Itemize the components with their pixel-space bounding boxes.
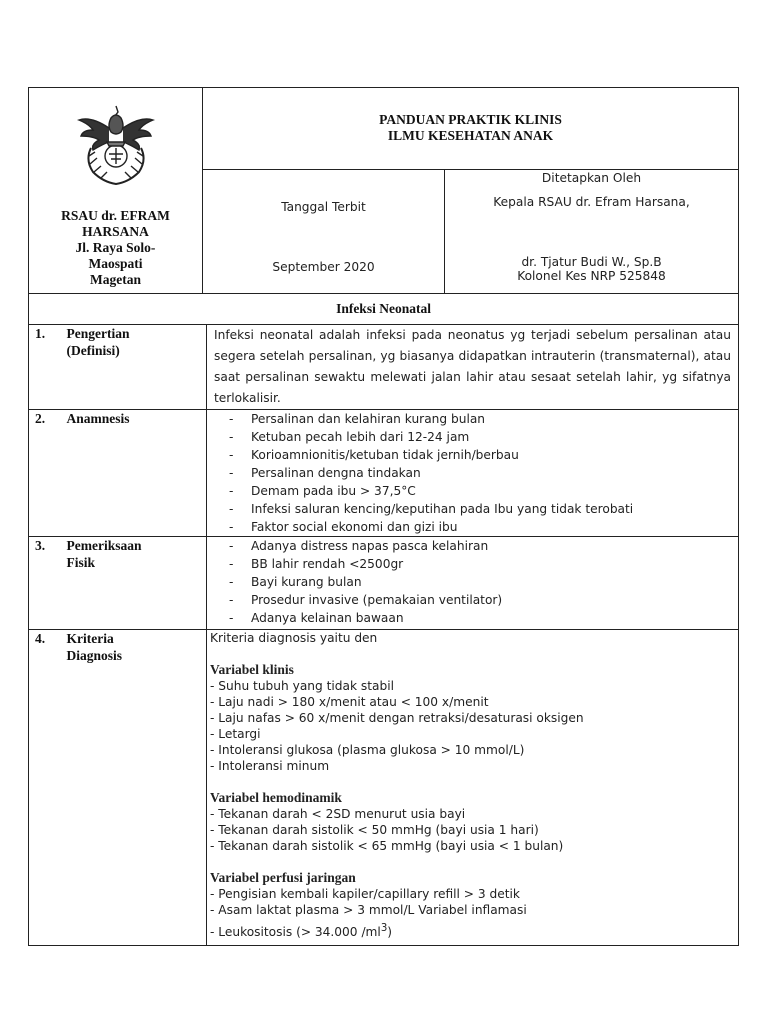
- document: [28, 87, 738, 946]
- criteria-intro: Kriteria diagnosis yaitu den: [210, 631, 378, 645]
- list-item: - Pengisian kembali kapiler/capillary refill > 3 detik: [210, 887, 520, 901]
- institution-address-line: Jl. Raya Solo-: [75, 240, 156, 255]
- label-line: Kriteria: [66, 631, 114, 646]
- approved-by-label: Ditetapkan Oleh: [541, 171, 642, 185]
- row-label: [67, 537, 207, 630]
- hemodynamic-variables-title: Variabel hemodinamik: [210, 790, 342, 805]
- anamnesis-list-cell: [207, 410, 739, 537]
- row-label: [67, 410, 207, 537]
- list-item: - Intoleransi glukosa (plasma glukosa > 10 mmol/L): [210, 743, 525, 757]
- superscript-exponent: 3: [380, 923, 388, 934]
- list-item: - Korioamnionitis/ketuban tidak jernih/berbau: [229, 446, 738, 464]
- list-item: - Bayi kurang bulan: [229, 573, 738, 591]
- issue-date-label: Tanggal Terbit: [281, 200, 366, 214]
- institution-name-line: HARSANA: [82, 224, 149, 239]
- list-item: - Tekanan darah < 2SD menurut usia bayi: [210, 807, 466, 821]
- document-title: PANDUAN PRAKTIK KLINIS: [379, 112, 562, 127]
- list-item: - Infeksi saluran kencing/keputihan pada Ibu yang tidak terobati: [229, 500, 738, 518]
- list-item: - Ketuban pecah lebih dari 12-24 jam: [229, 428, 738, 446]
- list-item: - Tekanan darah sistolik < 50 mmHg (bayi usia 1 hari): [210, 823, 539, 837]
- label-line: Diagnosis: [66, 648, 123, 663]
- row-number: 4.: [29, 630, 67, 946]
- list-item: - BB lahir rendah <2500gr: [229, 555, 738, 573]
- institution-name-line: RSAU dr. EFRAM: [61, 208, 170, 223]
- label-line: Fisik: [66, 555, 96, 570]
- institution-address-line: Magetan: [90, 272, 141, 287]
- row-number: 3.: [29, 537, 67, 630]
- issue-date-cell: [203, 170, 445, 294]
- list-item: - Demam pada ibu > 37,5°C: [229, 482, 738, 500]
- list-item: - Adanya distress napas pasca kelahiran: [229, 537, 738, 555]
- list-item: [210, 918, 738, 943]
- issue-date-value: September 2020: [272, 260, 375, 274]
- institution-address-line: Maospati: [88, 256, 143, 271]
- air-force-emblem-logo: [71, 98, 161, 190]
- physical-exam-list: [207, 537, 738, 627]
- section-title: Infeksi Neonatal: [29, 294, 739, 325]
- leukocytosis-text: - Leukositosis (> 34.000 /ml: [210, 925, 381, 940]
- document-title-cell: [203, 88, 739, 170]
- list-item: - Tekanan darah sistolik < 65 mmHg (bayi usia < 1 bulan): [210, 839, 564, 853]
- physical-exam-list-cell: [207, 537, 739, 630]
- list-item: - Laju nafas > 60 x/menit dengan retraksi/desaturasi oksigen: [210, 711, 584, 725]
- list-item: - Asam laktat plasma > 3 mmol/L Variabel inflamasi: [210, 903, 527, 917]
- list-item: - Persalinan dengna tindakan: [229, 464, 738, 482]
- list-item: - Persalinan dan kelahiran kurang bulan: [229, 410, 738, 428]
- anamnesis-list: [207, 410, 738, 536]
- approver-role: Kepala RSAU dr. Efram Harsana,: [493, 195, 690, 209]
- row-number: 2.: [29, 410, 67, 537]
- form-table: [28, 87, 739, 325]
- row-number: 1.: [29, 325, 67, 410]
- list-item: - Letargi: [210, 727, 261, 741]
- list-item: - Faktor social ekonomi dan gizi ibu: [229, 518, 738, 536]
- hemodynamic-variables-list: [210, 806, 738, 854]
- label-line: Pengertian: [66, 326, 130, 341]
- content-table: [28, 324, 739, 946]
- definition-text: Infeksi neonatal adalah infeksi pada neonatus yg terjadi sebelum persalinan atau segera setelah persalinan, yg biasanya didapatkan intrauterin (transmaternal), atau saat persalinan sewaktu melewati jalan lahir atau sesaat setelah lahir, yg sifatnya terlokalisir.: [207, 325, 739, 410]
- list-item: - Intoleransi minum: [210, 759, 330, 773]
- clinical-variables-list: [210, 678, 738, 774]
- label-line: Pemeriksaan: [66, 538, 142, 553]
- list-item: - Prosedur invasive (pemakaian ventilator): [229, 591, 738, 609]
- list-item: - Laju nadi > 180 x/menit atau < 100 x/menit: [210, 695, 489, 709]
- perfusion-variables-title: Variabel perfusi jaringan: [210, 870, 356, 885]
- leukocytosis-close: ): [387, 925, 393, 940]
- approval-cell: [445, 170, 739, 294]
- list-item: - Adanya kelainan bawaan: [229, 609, 738, 627]
- perfusion-variables-list: [210, 886, 738, 943]
- signer-name: dr. Tjatur Budi W., Sp.B: [521, 255, 662, 269]
- row-label: [67, 325, 207, 410]
- label-line: (Definisi): [66, 343, 120, 358]
- label-line: Anamnesis: [66, 411, 130, 426]
- list-item: - Suhu tubuh yang tidak stabil: [210, 679, 395, 693]
- document-subtitle: ILMU KESEHATAN ANAK: [387, 128, 554, 143]
- institution-cell: [29, 88, 203, 294]
- signer-rank: Kolonel Kes NRP 525848: [517, 269, 666, 283]
- row-label: [67, 630, 207, 946]
- diagnosis-criteria-cell: [207, 630, 739, 946]
- clinical-variables-title: Variabel klinis: [210, 662, 294, 677]
